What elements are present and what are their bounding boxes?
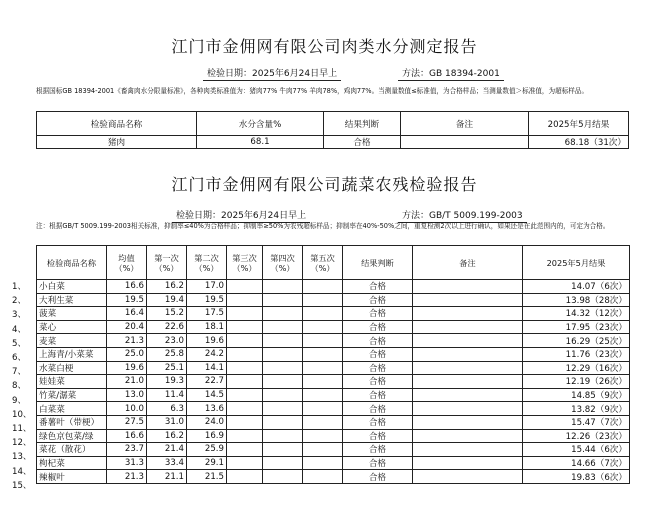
cell-result: 合格: [343, 429, 413, 443]
table-row: [37, 307, 630, 321]
cell-result: 合格: [343, 361, 413, 375]
header-avg: 均值 （%）: [107, 246, 147, 280]
header-t1: 第一次 （%）: [147, 246, 187, 280]
cell-avg: 16.6: [107, 429, 147, 443]
cell-t1: 25.8: [147, 347, 187, 361]
cell-t5: [303, 470, 343, 484]
cell-remark: [413, 280, 523, 294]
header-name: 检验商品名称: [37, 246, 107, 280]
row-index: 15、: [12, 480, 32, 491]
cell-prev: 12.26（23次）: [523, 429, 630, 443]
cell-t5: [303, 361, 343, 375]
cell-t1: 15.2: [147, 307, 187, 321]
cell-t1: 22.6: [147, 320, 187, 334]
cell-prev: 19.83（6次）: [523, 470, 630, 484]
cell-t2: 17.5: [187, 307, 227, 321]
row-index: 3、: [12, 310, 27, 321]
cell-prev: 15.44（6次）: [523, 443, 630, 457]
table-row: [37, 334, 630, 348]
cell-t3: [227, 402, 263, 416]
header-name: 检验商品名称: [37, 112, 197, 136]
row-index: 13、: [12, 452, 32, 463]
row-index: 6、: [12, 353, 27, 363]
cell-t4: [263, 429, 303, 443]
meat-report-method: 方法：GB 18394-2001: [398, 66, 504, 79]
cell-avg: 21.3: [107, 334, 147, 348]
cell-t5: [303, 347, 343, 361]
cell-water: 68.1: [197, 136, 324, 149]
cell-avg: 21.3: [107, 470, 147, 484]
cell-t4: [263, 280, 303, 294]
veg-report-method: 方法：GB/T 5009.199-2003: [398, 208, 527, 221]
cell-avg: 19.6: [107, 361, 147, 375]
cell-t5: [303, 388, 343, 402]
row-index: 4、: [12, 324, 27, 335]
table-row: [37, 293, 630, 307]
cell-t5: [303, 280, 343, 294]
cell-name: 菜花（散花）: [37, 443, 107, 457]
cell-result: 合格: [343, 402, 413, 416]
cell-result: 合格: [343, 347, 413, 361]
cell-name: 猪肉: [37, 136, 197, 149]
cell-t4: [263, 470, 303, 484]
cell-t3: [227, 375, 263, 389]
cell-result: 合格: [343, 280, 413, 294]
header-remark: 备注: [413, 246, 523, 280]
cell-t2: 29.1: [187, 456, 227, 470]
cell-remark: [413, 456, 523, 470]
row-index: 14、: [12, 466, 32, 477]
cell-result: 合格: [343, 375, 413, 389]
header-prev: 2025年5月结果: [529, 112, 629, 136]
table-row: [37, 375, 630, 389]
cell-avg: 25.0: [107, 347, 147, 361]
cell-t5: [303, 320, 343, 334]
cell-t2: 14.5: [187, 388, 227, 402]
table-row: [37, 429, 630, 443]
cell-remark: [413, 470, 523, 484]
cell-avg: 20.4: [107, 320, 147, 334]
cell-t3: [227, 361, 263, 375]
cell-t5: [303, 375, 343, 389]
cell-remark: [413, 347, 523, 361]
table-row: [37, 280, 630, 294]
cell-t3: [227, 415, 263, 429]
cell-t1: 33.4: [147, 456, 187, 470]
cell-t2: 17.0: [187, 280, 227, 294]
row-index: 5、: [12, 338, 27, 349]
header-t3: 第三次 （%）: [227, 246, 263, 280]
cell-t2: 24.2: [187, 347, 227, 361]
cell-avg: 21.0: [107, 375, 147, 389]
cell-name: 娃娃菜: [37, 375, 107, 389]
cell-prev: 14.07（6次）: [523, 280, 630, 294]
cell-t5: [303, 429, 343, 443]
header-prev: 2025年5月结果: [523, 246, 630, 280]
cell-result: 合格: [343, 443, 413, 457]
cell-t2: 19.6: [187, 334, 227, 348]
cell-t5: [303, 415, 343, 429]
cell-t2: 24.0: [187, 415, 227, 429]
row-index: 12、: [12, 438, 32, 449]
cell-t3: [227, 429, 263, 443]
cell-name: 大利生菜: [37, 293, 107, 307]
cell-prev: 15.47（7次）: [523, 415, 630, 429]
cell-t4: [263, 334, 303, 348]
cell-avg: 16.6: [107, 280, 147, 294]
veg-report-note: 注：根据GB/T 5009.199-2003相关标准，抑制率≤40%为合格样品；抑制率≥50%为农残超标样品；抑制率在40%-50%之间，重复检测2次以上进行确认，如果还是在此范围内的，可定为合格。: [36, 222, 610, 230]
cell-t1: 16.2: [147, 280, 187, 294]
cell-name: 小白菜: [37, 280, 107, 294]
cell-t1: 31.0: [147, 415, 187, 429]
cell-t2: 16.9: [187, 429, 227, 443]
cell-t1: 21.1: [147, 470, 187, 484]
table-row: [37, 320, 630, 334]
cell-prev: 14.85（9次）: [523, 388, 630, 402]
cell-prev: 16.29（25次）: [523, 334, 630, 348]
cell-prev: 13.82（9次）: [523, 402, 630, 416]
meat-table-header: [37, 112, 629, 136]
header-result: 结果判断: [324, 112, 401, 136]
table-row: [37, 443, 630, 457]
cell-t5: [303, 443, 343, 457]
cell-avg: 13.0: [107, 388, 147, 402]
table-row: [37, 136, 629, 149]
cell-prev: 68.18（31次）: [529, 136, 629, 149]
cell-t1: 19.3: [147, 375, 187, 389]
meat-report-note: 根据国标GB 18394-2001《畜禽肉水分限量标准》，各种肉类标准值为：猪肉77% 牛肉77% 羊肉78%，鸡肉77%。当测量数值≤标准值，为合格样品；当测量数值＞标准值，为超标样品。: [36, 87, 589, 95]
row-index: 8、: [12, 381, 27, 392]
meat-report-table: [36, 111, 629, 149]
row-index: 1、: [12, 282, 27, 292]
cell-name: 菠菜: [37, 307, 107, 321]
cell-t1: 23.0: [147, 334, 187, 348]
cell-prev: 12.19（26次）: [523, 375, 630, 389]
cell-t3: [227, 470, 263, 484]
cell-t4: [263, 388, 303, 402]
cell-prev: 13.98（28次）: [523, 293, 630, 307]
table-row: [37, 347, 630, 361]
cell-remark: [413, 402, 523, 416]
cell-result: 合格: [343, 415, 413, 429]
cell-result: 合格: [343, 456, 413, 470]
cell-prev: 14.32（12次）: [523, 307, 630, 321]
cell-avg: 31.3: [107, 456, 147, 470]
cell-t3: [227, 456, 263, 470]
cell-t3: [227, 307, 263, 321]
cell-remark: [413, 415, 523, 429]
cell-t3: [227, 334, 263, 348]
cell-prev: 14.66（7次）: [523, 456, 630, 470]
row-index: 2、: [12, 296, 27, 307]
cell-avg: 16.4: [107, 307, 147, 321]
veg-table-header: [37, 246, 630, 280]
cell-t1: 19.4: [147, 293, 187, 307]
cell-remark: [413, 293, 523, 307]
cell-remark: [413, 320, 523, 334]
cell-t3: [227, 320, 263, 334]
cell-t4: [263, 307, 303, 321]
cell-t4: [263, 456, 303, 470]
cell-remark: [413, 375, 523, 389]
cell-name: 番薯叶（带梗）: [37, 415, 107, 429]
cell-t4: [263, 402, 303, 416]
cell-name: 麦菜: [37, 334, 107, 348]
cell-t4: [263, 293, 303, 307]
cell-result: 合格: [324, 136, 401, 149]
row-index: 7、: [12, 367, 27, 378]
cell-t1: 21.4: [147, 443, 187, 457]
cell-t2: 19.5: [187, 293, 227, 307]
cell-name: 绿色京包菜/绿: [37, 429, 107, 443]
cell-name: 菜心: [37, 320, 107, 334]
cell-t2: 18.1: [187, 320, 227, 334]
cell-t4: [263, 375, 303, 389]
veg-report-table: [36, 245, 630, 484]
cell-t5: [303, 456, 343, 470]
cell-name: 水菜白梗: [37, 361, 107, 375]
cell-name: 白菜菜: [37, 402, 107, 416]
row-index: 10、: [12, 409, 32, 420]
table-row: [37, 402, 630, 416]
cell-t3: [227, 293, 263, 307]
header-water: 水分含量%: [197, 112, 324, 136]
cell-name: 辣椒叶: [37, 470, 107, 484]
header-t4: 第四次 （%）: [263, 246, 303, 280]
cell-remark: [413, 307, 523, 321]
cell-prev: 12.29（16次）: [523, 361, 630, 375]
cell-t5: [303, 307, 343, 321]
cell-t5: [303, 402, 343, 416]
header-remark: 备注: [401, 112, 529, 136]
cell-t2: 25.9: [187, 443, 227, 457]
row-index: 11、: [12, 424, 32, 434]
cell-avg: 19.5: [107, 293, 147, 307]
cell-remark: [413, 361, 523, 375]
cell-result: 合格: [343, 307, 413, 321]
table-row: [37, 361, 630, 375]
cell-t2: 21.5: [187, 470, 227, 484]
cell-result: 合格: [343, 320, 413, 334]
meat-report-title: 江门市金佣网有限公司肉类水分测定报告: [171, 37, 478, 56]
cell-name: 竹菜/潺菜: [37, 388, 107, 402]
cell-remark: [413, 388, 523, 402]
cell-t3: [227, 443, 263, 457]
cell-remark: [413, 334, 523, 348]
header-t5: 第五次 （%）: [303, 246, 343, 280]
cell-result: 合格: [343, 388, 413, 402]
cell-t3: [227, 280, 263, 294]
cell-t1: 16.2: [147, 429, 187, 443]
table-row: [37, 470, 630, 484]
cell-t2: 14.1: [187, 361, 227, 375]
veg-report-date: 检验日期：2025年6月24日早上: [172, 208, 310, 221]
cell-prev: 11.76（23次）: [523, 347, 630, 361]
cell-t2: 22.7: [187, 375, 227, 389]
header-result: 结果判断: [343, 246, 413, 280]
table-row: [37, 456, 630, 470]
table-row: [37, 388, 630, 402]
cell-t3: [227, 347, 263, 361]
cell-result: 合格: [343, 293, 413, 307]
cell-t5: [303, 334, 343, 348]
cell-t1: 25.1: [147, 361, 187, 375]
cell-t4: [263, 320, 303, 334]
cell-remark: [413, 443, 523, 457]
cell-t2: 13.6: [187, 402, 227, 416]
cell-name: 枸杞菜: [37, 456, 107, 470]
cell-t1: 6.3: [147, 402, 187, 416]
cell-t4: [263, 443, 303, 457]
cell-remark: [401, 136, 529, 149]
cell-t4: [263, 415, 303, 429]
header-t2: 第二次 （%）: [187, 246, 227, 280]
cell-t3: [227, 388, 263, 402]
veg-report-title: 江门市金佣网有限公司蔬菜农残检验报告: [171, 175, 478, 194]
cell-avg: 23.7: [107, 443, 147, 457]
cell-avg: 27.5: [107, 415, 147, 429]
cell-name: 上海青/小菜菜: [37, 347, 107, 361]
cell-t4: [263, 361, 303, 375]
cell-t5: [303, 293, 343, 307]
cell-t1: 11.4: [147, 388, 187, 402]
meat-report-date: 检验日期：2025年6月24日早上: [203, 66, 341, 79]
table-row: [37, 415, 630, 429]
cell-avg: 10.0: [107, 402, 147, 416]
row-index: 9、: [12, 395, 27, 406]
cell-t4: [263, 347, 303, 361]
cell-result: 合格: [343, 470, 413, 484]
cell-prev: 17.95（23次）: [523, 320, 630, 334]
cell-remark: [413, 429, 523, 443]
cell-result: 合格: [343, 334, 413, 348]
